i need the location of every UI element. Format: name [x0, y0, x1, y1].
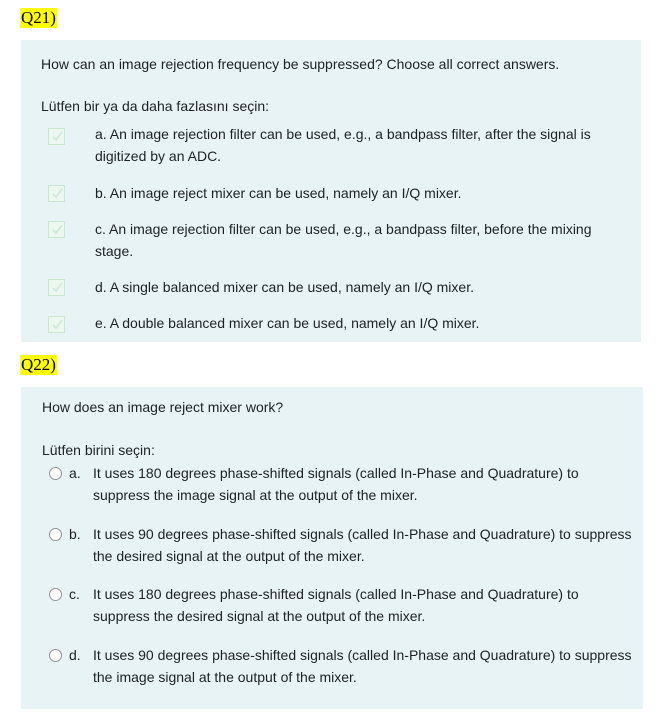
checkmark-icon	[51, 223, 64, 236]
checkbox-c[interactable]	[48, 221, 65, 238]
checkbox-a[interactable]	[48, 128, 65, 145]
question-panel-q22	[21, 387, 643, 709]
option-letter-a: a.	[69, 465, 81, 481]
radio-d[interactable]	[49, 649, 62, 662]
answer-prompt: Lütfen bir ya da daha fazlasını seçin:	[41, 98, 270, 114]
option-letter-b: b.	[69, 526, 81, 542]
radio-a[interactable]	[49, 467, 62, 480]
answer-prompt: Lütfen birini seçin:	[42, 442, 155, 458]
question-text: How can an image rejection frequency be suppressed? Choose all correct answers.	[41, 56, 560, 72]
option-text-c: c. An image rejection filter can be used, e.g., a bandpass filter, before the mixing stage.	[95, 221, 592, 259]
question-number-q21: Q21)	[21, 8, 56, 27]
checkbox-e[interactable]	[48, 316, 65, 333]
option-text-a: It uses 180 degrees phase-shifted signals (called In-Phase and Quadrature) to suppress the image signal at the output of the mixer.	[93, 465, 579, 503]
checkmark-icon	[51, 187, 64, 200]
option-text-d: d. A single balanced mixer can be used, namely an I/Q mixer.	[95, 279, 474, 295]
question-text: How does an image reject mixer work?	[42, 399, 284, 415]
option-letter-d: d.	[69, 647, 81, 663]
option-letter-c: c.	[69, 586, 80, 602]
option-text-a: a. An image rejection filter can be used, e.g., a bandpass filter, after the signal is digitized by an ADC.	[95, 126, 591, 164]
checkmark-icon	[51, 318, 64, 331]
option-text-d: It uses 90 degrees phase-shifted signals (called In-Phase and Quadrature) to suppress the image signal at the output of the mixer.	[93, 647, 632, 685]
question-panel-q21	[21, 40, 641, 342]
checkmark-icon	[51, 281, 64, 294]
checkbox-d[interactable]	[48, 279, 65, 296]
radio-b[interactable]	[49, 528, 62, 541]
radio-c[interactable]	[49, 588, 62, 601]
option-text-e: e. A double balanced mixer can be used, namely an I/Q mixer.	[95, 315, 480, 331]
option-text-b: It uses 90 degrees phase-shifted signals (called In-Phase and Quadrature) to suppress the desired signal at the output of the mixer.	[93, 526, 632, 564]
checkmark-icon	[51, 130, 64, 143]
checkbox-b[interactable]	[48, 185, 65, 202]
option-text-b: b. An image reject mixer can be used, namely an I/Q mixer.	[95, 185, 462, 201]
option-text-c: It uses 180 degrees phase-shifted signals (called In-Phase and Quadrature) to suppress the desired signal at the output of the mixer.	[93, 586, 579, 624]
question-number-q22: Q22)	[21, 355, 56, 374]
